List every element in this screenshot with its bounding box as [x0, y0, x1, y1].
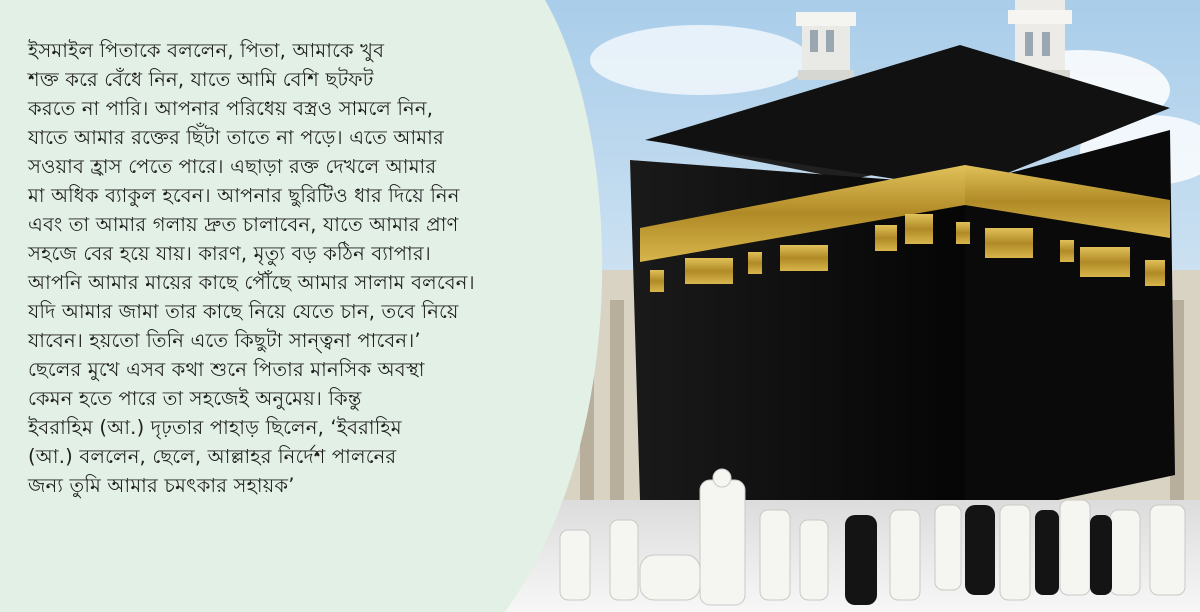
article-line: করতে না পারি। আপনার পরিধেয় বস্ত্রও সামলে নিন, — [28, 97, 434, 120]
article-line: সহজে বের হয়ে যায়। কারণ, মৃত্যু বড় কঠিন ব্যাপার। — [28, 242, 431, 265]
article-line: ইবরাহিম (আ.) দৃঢ়তার পাহাড় ছিলেন, ‘ইবরাহিম — [28, 416, 402, 439]
article-line: মা অধিক ব্যাকুল হবেন। আপনার ছুরিটিও ধার দিয়ে নিন — [28, 184, 460, 207]
article-line: (আ.) বললেন, ছেলে, আল্লাহর নির্দেশ পালনের — [28, 445, 397, 468]
article-line: কেমন হতে পারে তা সহজেই অনুমেয়। কিন্তু — [28, 387, 362, 410]
article-line: শক্ত করে বেঁধে নিন, যাতে আমি বেশি ছটফট — [28, 68, 374, 91]
article-text — [28, 36, 608, 500]
article-line: ছেলের মুখে এসব কথা শুনে পিতার মানসিক অবস্থা — [28, 358, 425, 381]
article-line: সওয়াব হ্রাস পেতে পারে। এছাড়া রক্ত দেখলে আমার — [28, 155, 437, 178]
article-line: জন্য তুমি আমার চমৎকার সহায়ক’ — [28, 474, 295, 497]
article-line: আপনি আমার মায়ের কাছে পৌঁছে আমার সালাম বলবেন। — [28, 271, 475, 294]
article-line: যাবেন। হয়তো তিনি এতে কিছুটা সান্ত্বনা পাবেন।’ — [28, 329, 421, 352]
article-line: যদি আমার জামা তার কাছে নিয়ে যেতে চান, তবে নিয়ে — [28, 300, 459, 323]
article-line: যাতে আমার রক্তের ছিঁটা তাতে না পড়ে। এতে আমার — [28, 126, 444, 149]
article-line: ইসমাইল পিতাকে বললেন, পিতা, আমাকে খুব — [28, 39, 385, 62]
article-line: এবং তা আমার গলায় দ্রুত চালাবেন, যাতে আমার প্রাণ — [28, 213, 459, 236]
